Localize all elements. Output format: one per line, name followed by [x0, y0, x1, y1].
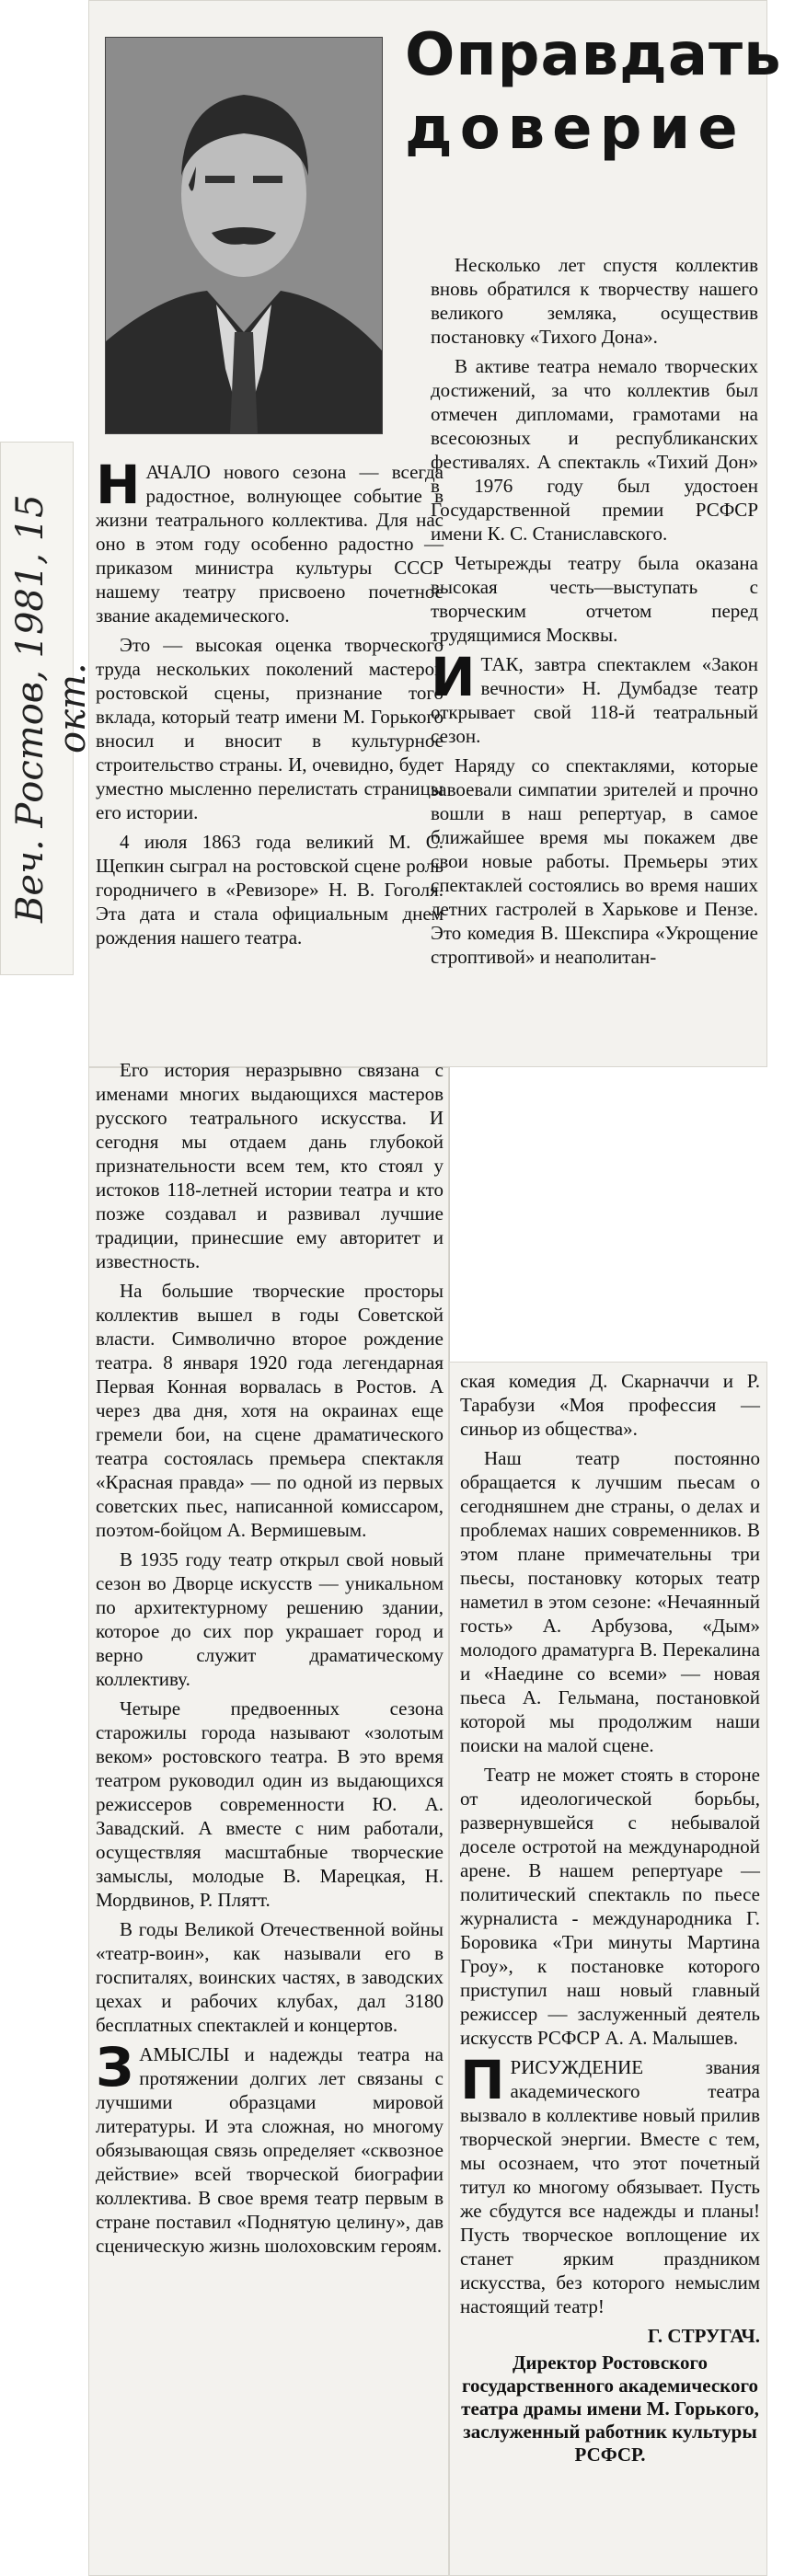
portrait-illustration — [106, 38, 382, 433]
article-paragraph: Наш театр постоянно обращается к лучшим пьесам о сегодняшнем дне страны, о делах и проблемах наших современников. В этом плане примечательны три пьесы, постановку которых театр наметил в этом сезоне: «Нечаянный гость» А. Арбузова, «Дым» молодого драматурга В. Перекалина и «Наедине со всеми» — новая пьеса А. Гельмана, постановкой которой мы продолжим наши поиски на малой сцене. — [460, 1447, 760, 1756]
drop-cap: Н — [96, 454, 141, 516]
article-paragraph: В 1935 году театр открыл свой новый сезон во Дворце искусств — уникальном по архитектурному решению здании, которое до сих пор украшает город и верно служит драматическому коллективу. — [96, 1548, 444, 1690]
article-paragraph: В годы Великой Отечественной войны «театр-воин», как называли его в госпиталях, воинских частях, в заводских цехах и рабочих клубах, дал 3180 бесплатных спектаклей и концертов. — [96, 1918, 444, 2036]
article-column-bottom-right — [460, 1369, 760, 2467]
drop-cap: П — [460, 2049, 505, 2111]
column-divider — [449, 1067, 450, 1362]
article-paragraph: 4 июля 1863 года великий М. С. Щепкин сыграл на ростовской сцене роль городничего в «Ревизоре» Н. В. Гоголя. Эта дата и стала официальным днем рождения нашего театра. — [96, 831, 444, 949]
headline — [405, 18, 782, 166]
author-title: Директор Ростовского государственного академического театра драмы имени М. Горького, заслуженный работник культуры РСФСР. — [461, 2352, 759, 2466]
article-paragraph: Наряду со спектаклями, которые завоевали симпатии зрителей и прочно вошли в наш репертуар, в самое ближайшее время мы покажем две свои новые работы. Премьеры этих спектаклей состоялись во время наших летних гастролей в Харькове и Пензе. Это комедия В. Шекспира «Укрощение строптивой» и неаполитан- — [431, 754, 758, 968]
portrait-photo — [105, 37, 383, 434]
article-paragraph: ЗАМЫСЛЫ и надежды театра на протяжении долгих лет связаны с лучшими образцами мировой литературы. И эта сложная, но многому обязывающая связь определяет «сквозное действие» всей творческой биографии коллектива. В свое время театр первым в стране поставил «Поднятую целину», дав сценическую жизнь шолоховским героям. — [96, 2036, 444, 2257]
headline-line-2: доверие — [405, 95, 745, 163]
drop-cap: З — [96, 2036, 134, 2099]
article-paragraph: ИТАК, завтра спектаклем «Закон вечности» Н. Думбадзе театр открывает свой 118-й театральный сезон. — [431, 646, 758, 747]
article-column-top-left — [96, 454, 444, 955]
article-paragraph: Его история неразрывно связана с именами многих выдающихся мастеров русского театрального искусства. И сегодня мы отдаем дань глубокой признательности всем тем, кто стоял у истоков 118-летней истории театра и кто позже создавал и развивал лучшие традиции, принесшие ему авторитет и известность. — [96, 1059, 444, 1272]
headline-line-1: Оправдать — [405, 21, 782, 89]
article-paragraph: ПРИСУЖДЕНИЕ звания академического театра вызвало в коллективе новый прилив творческой энергии. Вместе с тем, мы осознаем, что этот почетный титул ко многому обязывает. Пусть же сбудутся все надежды и планы! Пусть творческое воплощение их станет ярким праздником искусства, без которого немыслим настоящий театр! — [460, 2049, 760, 2317]
article-paragraph: В активе театра немало творческих достижений, за что коллектив был отмечен дипломами, грамотами на всесоюзных и республиканских фестивалях. А спектакль «Тихий Дон» в 1976 году был удостоен Государственной премии РСФСР имени К. С. Станиславского. — [431, 355, 758, 545]
article-paragraph: На большие творческие просторы коллектив вышел в годы Советской власти. Символично второе рождение театра. 8 января 1920 года легендарная Первая Конная ворвалась в Ростов. А через два дня, хотя на окраинах еще гремели бои, на сцене драматического театра состоялась премьера спектакля «Красная правда» — по одной из первых советских пьес, написанной комиссаром, поэтом-бойцом А. Вермишевым. — [96, 1280, 444, 1541]
article-paragraph: Несколько лет спустя коллектив вновь обратился к творчеству нашего великого земляка, осуществив постановку «Тихого Дона». — [431, 254, 758, 348]
article-paragraph: Театр не может стоять в стороне от идеологической борьбы, развернувшейся с небывалой доселе остротой на международной арене. В нашем репертуаре — политический спектакль по пьесе журналиста - международника Г. Боровика «Три минуты Мартина Гроу», к постановке которого приступил наш новый главный режиссер — заслуженный деятель искусств РСФСР А. А. Малышев. — [460, 1764, 760, 2049]
handwritten-source-note: Веч. Ростов, 1981, 15 окт. — [9, 494, 94, 923]
article-paragraph: Четырежды театру была оказана высокая честь—выступать с творческим отчетом перед трудящимися Москвы. — [431, 552, 758, 646]
drop-cap: И — [431, 646, 476, 708]
article-paragraph: Это — высокая оценка творческого труда нескольких поколений мастеров ростовской сцены, признание того вклада, который театр имени М. Горького вносил и вносит в культурное строительство страны. И, очевидно, будет уместно мысленно перелистать страницы его истории. — [96, 634, 444, 823]
author-signature: Г. СТРУГАЧ. — [647, 2325, 760, 2347]
article-paragraph: Четыре предвоенных сезона старожилы города называют «золотым веком» ростовского театра. В это время театром руководил один из выдающихся режиссеров современности Ю. А. Завадский. А вместе с ним работали, осуществляя масштабные творческие замыслы, молодые В. Марецкая, Н. Мордвинов, Р. Плятт. — [96, 1697, 444, 1911]
article-column-top-right — [431, 253, 758, 974]
article-column-bottom-left — [96, 1058, 444, 2263]
article-paragraph: НАЧАЛО нового сезона — всегда радостное, волнующее событие в жизни театрального коллектива. Для нас оно в этом году особенно радостно — приказом министра культуры СССР нашему театру присвоено почетное звание академического. — [96, 454, 444, 627]
article-paragraph: ская комедия Д. Скарначчи и Р. Тарабузи «Моя профессия — синьор из общества». — [460, 1370, 760, 1440]
